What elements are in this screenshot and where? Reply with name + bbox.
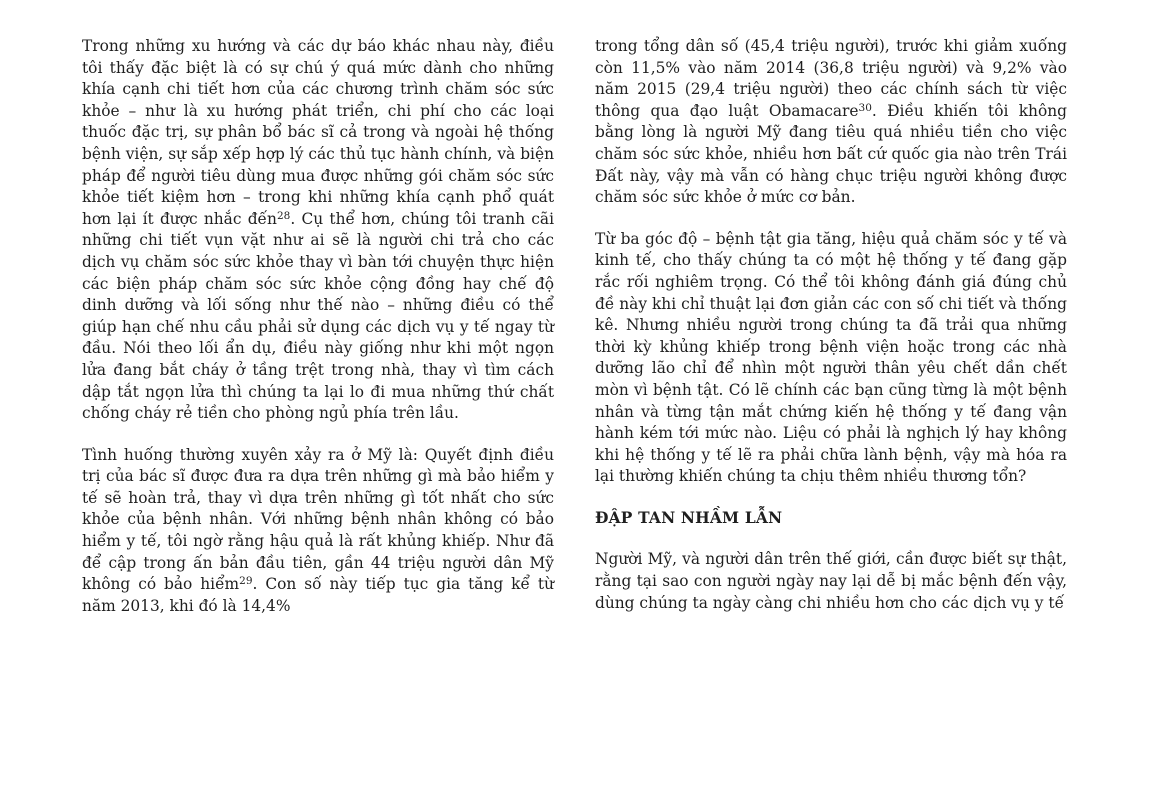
paragraph-text: trong tổng dân số (45,4 triệu người), trước khi giảm xuống còn 11,5% vào năm 2014 (36,8 triệu người) và 9,2% vào năm 2015 (29,4 triệu người) theo các chính sách từ việc thông qua đạo luật Obamacare (595, 37, 1067, 120)
paragraph: Người Mỹ, và người dân trên thế giới, cần được biết sự thật, rằng tại sao con người ngày nay lại dễ bị mắc bệnh đến vậy, dùng chúng ta ngày càng chi nhiều hơn cho các dịch vụ y tế (595, 550, 1067, 612)
right-column (595, 36, 1067, 634)
footnote-ref[interactable]: 29 (239, 575, 253, 588)
section-heading: ĐẬP TAN NHẦM LẪN (595, 508, 783, 527)
paragraph (82, 36, 554, 425)
paragraph-text: Tình huống thường xuyên xảy ra ở Mỹ là: Quyết định điều trị của bác sĩ được đưa ra dựa trên những gì mà bảo hiểm y tế sẽ hoàn trả, thay vì dựa trên những gì tốt nhất cho sức khỏe của bệnh nhân. Với những bệnh nhân không có bảo hiểm y tế, tôi ngờ rằng hậu quả là rất khủng khiếp. Như đã để cập trong ấn bản đầu tiên, gần 44 triệu người dân Mỹ không có bảo hiểm (82, 445, 554, 594)
paragraph (82, 445, 554, 618)
footnote-ref[interactable]: 30 (858, 101, 872, 114)
paragraph-text: . Cụ thể hơn, chúng tôi tranh cãi những chi tiết vụn vặt như ai sẽ là người chi trả cho các dịch vụ chăm sóc sức khỏe thay vì bàn tới chuyện thực hiện các biện pháp chăm sóc sức khỏe cộng đồng hay chế độ dinh dưỡng và lối sống như thế nào – những điều có thể giúp hạn chế nhu cầu phải sử dụng các dịch vụ y tế ngay từ đầu. Nói theo lối ẩn dụ, điều này giống như khi một ngọn lửa đang bắt cháy ở tầng trệt trong nhà, thay vì tìm cách dập tắt ngọn lửa thì chúng ta lại lo đi mua những thứ chất chống cháy rẻ tiền cho phòng ngủ phía trên lầu. (82, 209, 555, 423)
paragraph (595, 36, 1067, 209)
paragraph-text: . Điều khiến tôi không bằng lòng là người Mỹ đang tiêu quá nhiều tiền cho việc chăm sóc sức khỏe, nhiều hơn bất cứ quốc gia nào trên Trái Đất này, vậy mà vẫn có hàng chục triệu người không được chăm sóc sức khỏe ở mức cơ bản. (595, 101, 1067, 207)
paragraph-text: Trong những xu hướng và các dự báo khác nhau này, điều tôi thấy đặc biệt là có sự chú ý quá mức dành cho những khía cạnh chi tiết hơn của các chương trình chăm sóc sức khỏe – như là xu hướng phát triển, chi phí cho các loại thuốc đặc trị, sự phân bổ bác sĩ cả trong và ngoài hệ thống bệnh viện, sự sắp xếp hợp lý các thủ tục hành chính, và biện pháp để người tiêu dùng mua được những gói chăm sóc sức khỏe tiết kiệm hơn – trong khi những khía cạnh phổ quát hơn lại ít được nhắc đến (82, 37, 554, 228)
left-column (82, 36, 554, 637)
paragraph: Từ ba góc độ – bệnh tật gia tăng, hiệu quả chăm sóc y tế và kinh tế, cho thấy chúng ta có một hệ thống y tế đang gặp rắc rối nghiêm trọng. Có thể tôi không đánh giá đúng chủ đề này khi chỉ thuật lại đơn giản các con số chi tiết và thống kê. Nhưng nhiều người trong chúng ta đã trải qua những thời kỳ khủng khiếp trong bệnh viện hoặc trong các nhà dưỡng lão chỉ để nhìn một người thân yêu chết dần chết mòn vì bệnh tật. Có lẽ chính các bạn cũng từng là một bệnh nhân và từng tận mắt chứng kiến hệ thống y tế đang vận hành kém tới mức nào. Liệu có phải là nghịch lý hay không khi hệ thống y tế lẽ ra phải chữa lành bệnh, vậy mà hóa ra lại thường khiến chúng ta chịu thêm nhiều thương tổn? (595, 229, 1067, 486)
footnote-ref[interactable]: 28 (276, 209, 291, 222)
paragraph-text: . Con số này tiếp tục gia tăng kể từ năm 2013, khi đó là 14,4% (82, 575, 554, 615)
